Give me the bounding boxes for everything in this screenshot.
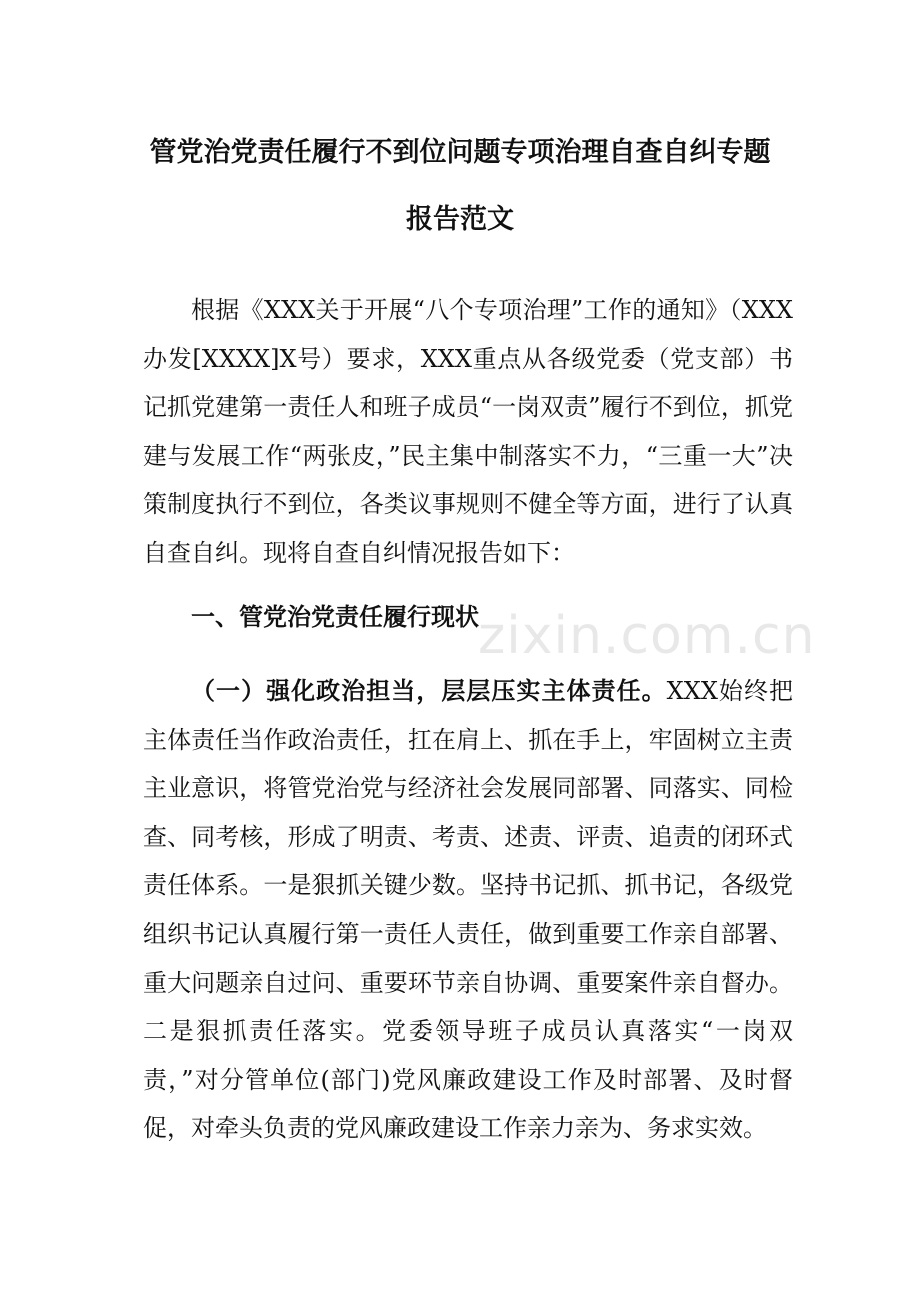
subsection-body: XXX始终把主体责任当作政治责任，扛在肩上、抓在手上，牢固树立主责主业意识，将管党治党与经济社会发展同部署、同落实、同检查、同考核，形成了明责、考责、述责、评责、追责的闭环式责任体系。一是狠抓关键少数。坚持书记抓、抓书记，各级党组织书记认真履行第一责任人责任，做到重要工作亲自部署、重大问题亲自过问、重要环节亲自协调、重要案件亲自督办。二是狠抓责任落实。党委领导班子成员认真落实“一岗双责，”对分管单位(部门)党风廉政建设工作及时部署、及时督促，对牵头负责的党风廉政建设工作亲力亲为、务求实效。 xyxy=(143,677,793,1143)
intro-paragraph: 根据《XXX关于开展“八个专项治理”工作的通知》（XXX办发[XXXX]X号）要求，XXX重点从各级党委（党支部）书记抓党建第一责任人和班子成员“一岗双责”履行不到位，抓党建与发展工作“两张皮，”民主集中制落实不力，“三重一大”决策制度执行不到位，各类议事规则不健全等方面，进行了认真自查自纠。现将自查自纠情况报告如下： xyxy=(143,296,793,567)
section-heading-1: 一、管党治党责任履行现状 xyxy=(191,603,479,631)
document-title-line-2: 报告范文 xyxy=(406,204,514,235)
watermark: zixin.com.cn xyxy=(478,606,816,666)
document-title-line-1: 管党治党责任履行不到位问题专项治理自查自纠专题 xyxy=(149,137,771,168)
subsection-paragraph-1 xyxy=(143,667,793,1153)
subsection-lead: （一）强化政治担当，层层压实主体责任。 xyxy=(191,676,667,705)
